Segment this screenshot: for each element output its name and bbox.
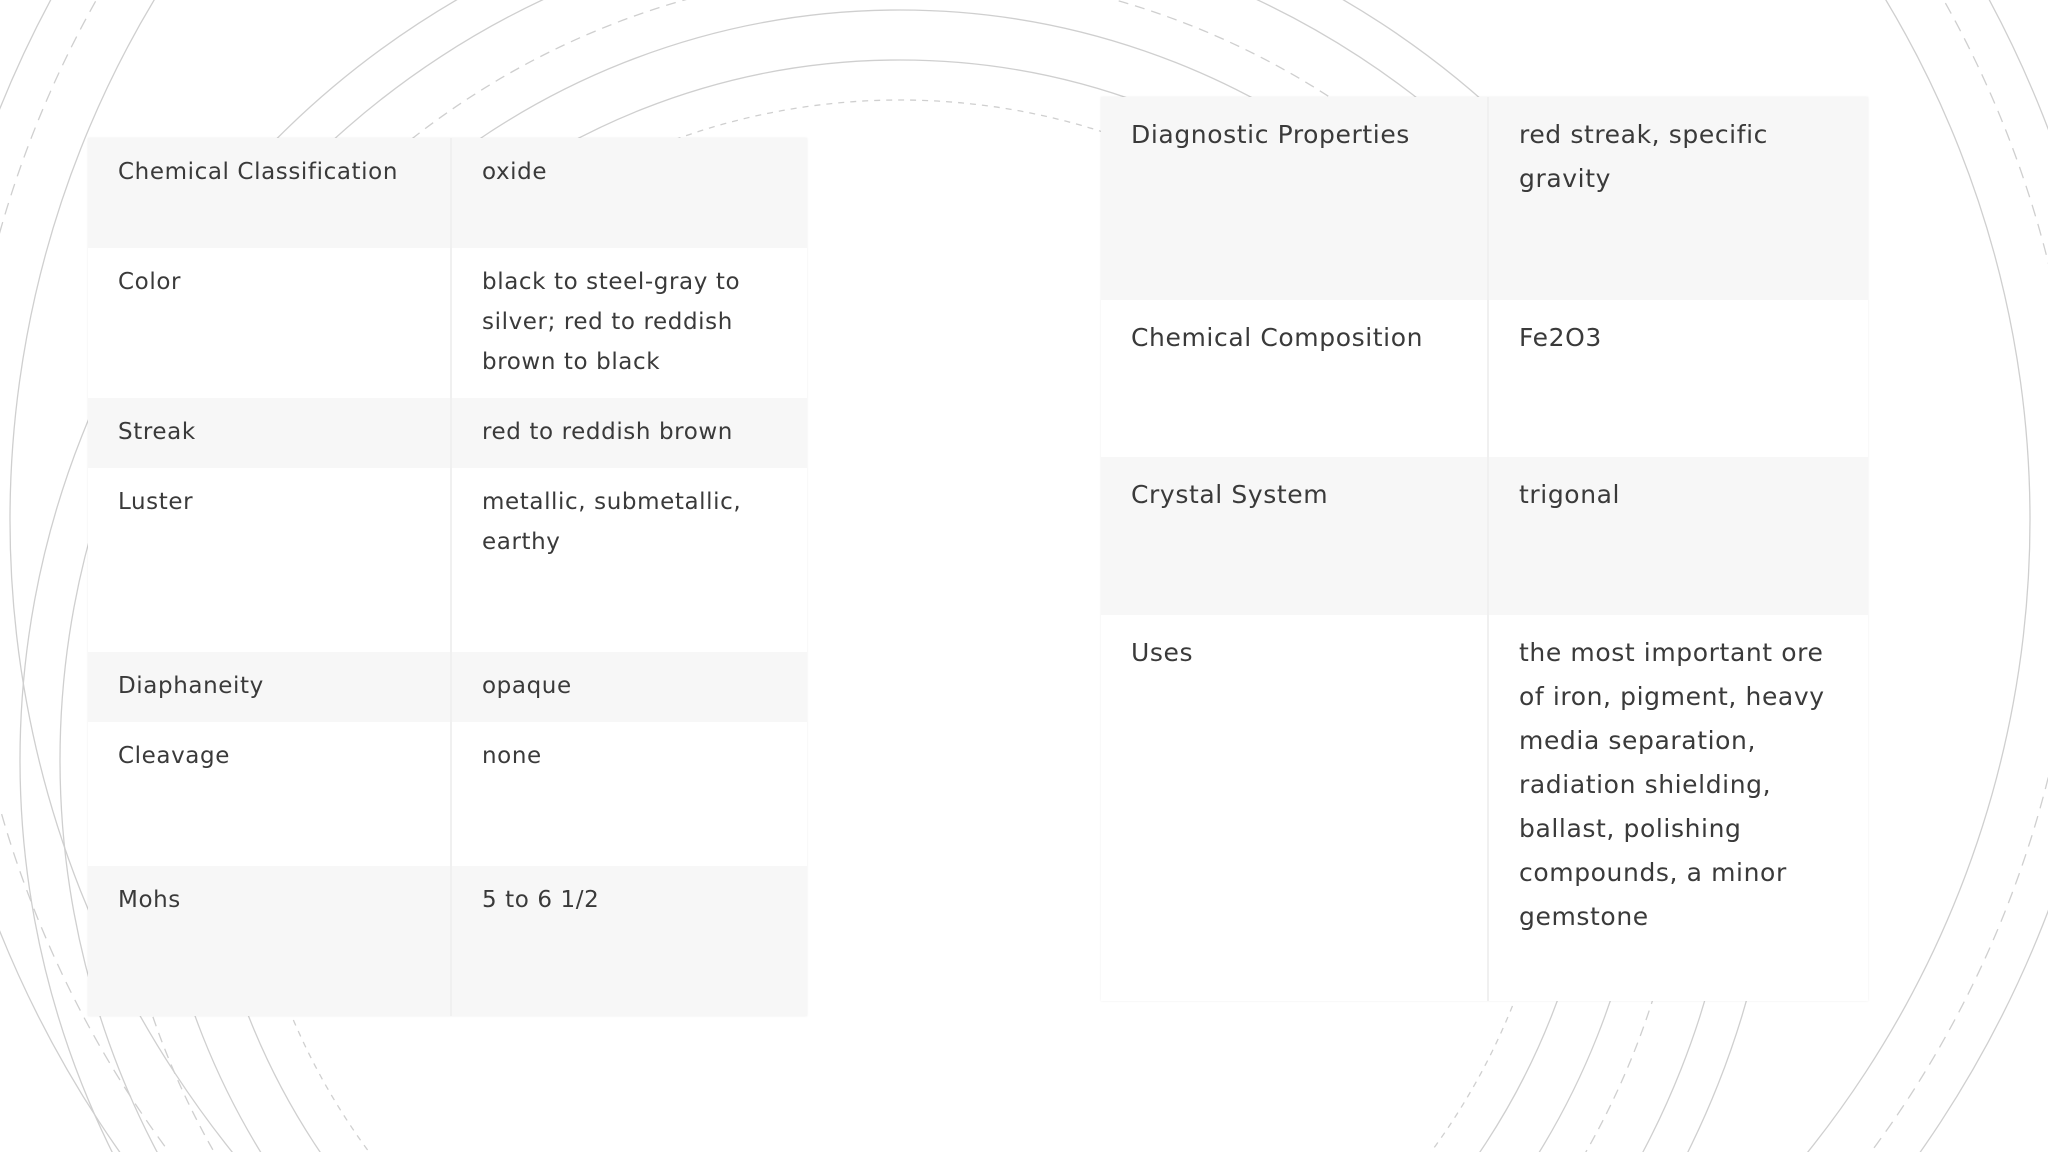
property-value: opaque [451, 652, 807, 722]
property-label: Diagnostic Properties [1101, 97, 1488, 300]
property-label: Diaphaneity [88, 652, 451, 722]
table-row [1101, 97, 1868, 300]
table-row [88, 468, 807, 652]
table-row [88, 866, 807, 1016]
property-label: Chemical Classification [88, 138, 451, 248]
property-label: Crystal System [1101, 457, 1488, 615]
table-row [88, 722, 807, 866]
mineral-properties-table-left [88, 138, 807, 1016]
table-row [88, 652, 807, 722]
mineral-properties-table-right [1101, 97, 1868, 1001]
property-value: Fe2O3 [1488, 300, 1868, 457]
property-label: Uses [1101, 615, 1488, 1001]
property-value: metallic, submetallic, earthy [451, 468, 807, 652]
property-label: Cleavage [88, 722, 451, 866]
property-label: Chemical Composition [1101, 300, 1488, 457]
property-label: Mohs [88, 866, 451, 1016]
property-value: black to steel-gray to silver; red to reddish brown to black [451, 248, 807, 398]
table-row [88, 138, 807, 248]
property-value: trigonal [1488, 457, 1868, 615]
table-row [88, 248, 807, 398]
table-row [88, 398, 807, 468]
property-value: red streak, specific gravity [1488, 97, 1868, 300]
property-value: none [451, 722, 807, 866]
property-label: Color [88, 248, 451, 398]
table-row [1101, 615, 1868, 1001]
property-value: 5 to 6 1/2 [451, 866, 807, 1016]
table-row [1101, 457, 1868, 615]
table-row [1101, 300, 1868, 457]
property-label: Luster [88, 468, 451, 652]
property-label: Streak [88, 398, 451, 468]
property-value: oxide [451, 138, 807, 248]
property-value: the most important ore of iron, pigment, heavy media separation, radiation shielding, ballast, polishing compounds, a minor gemstone [1488, 615, 1868, 1001]
property-value: red to reddish brown [451, 398, 807, 468]
